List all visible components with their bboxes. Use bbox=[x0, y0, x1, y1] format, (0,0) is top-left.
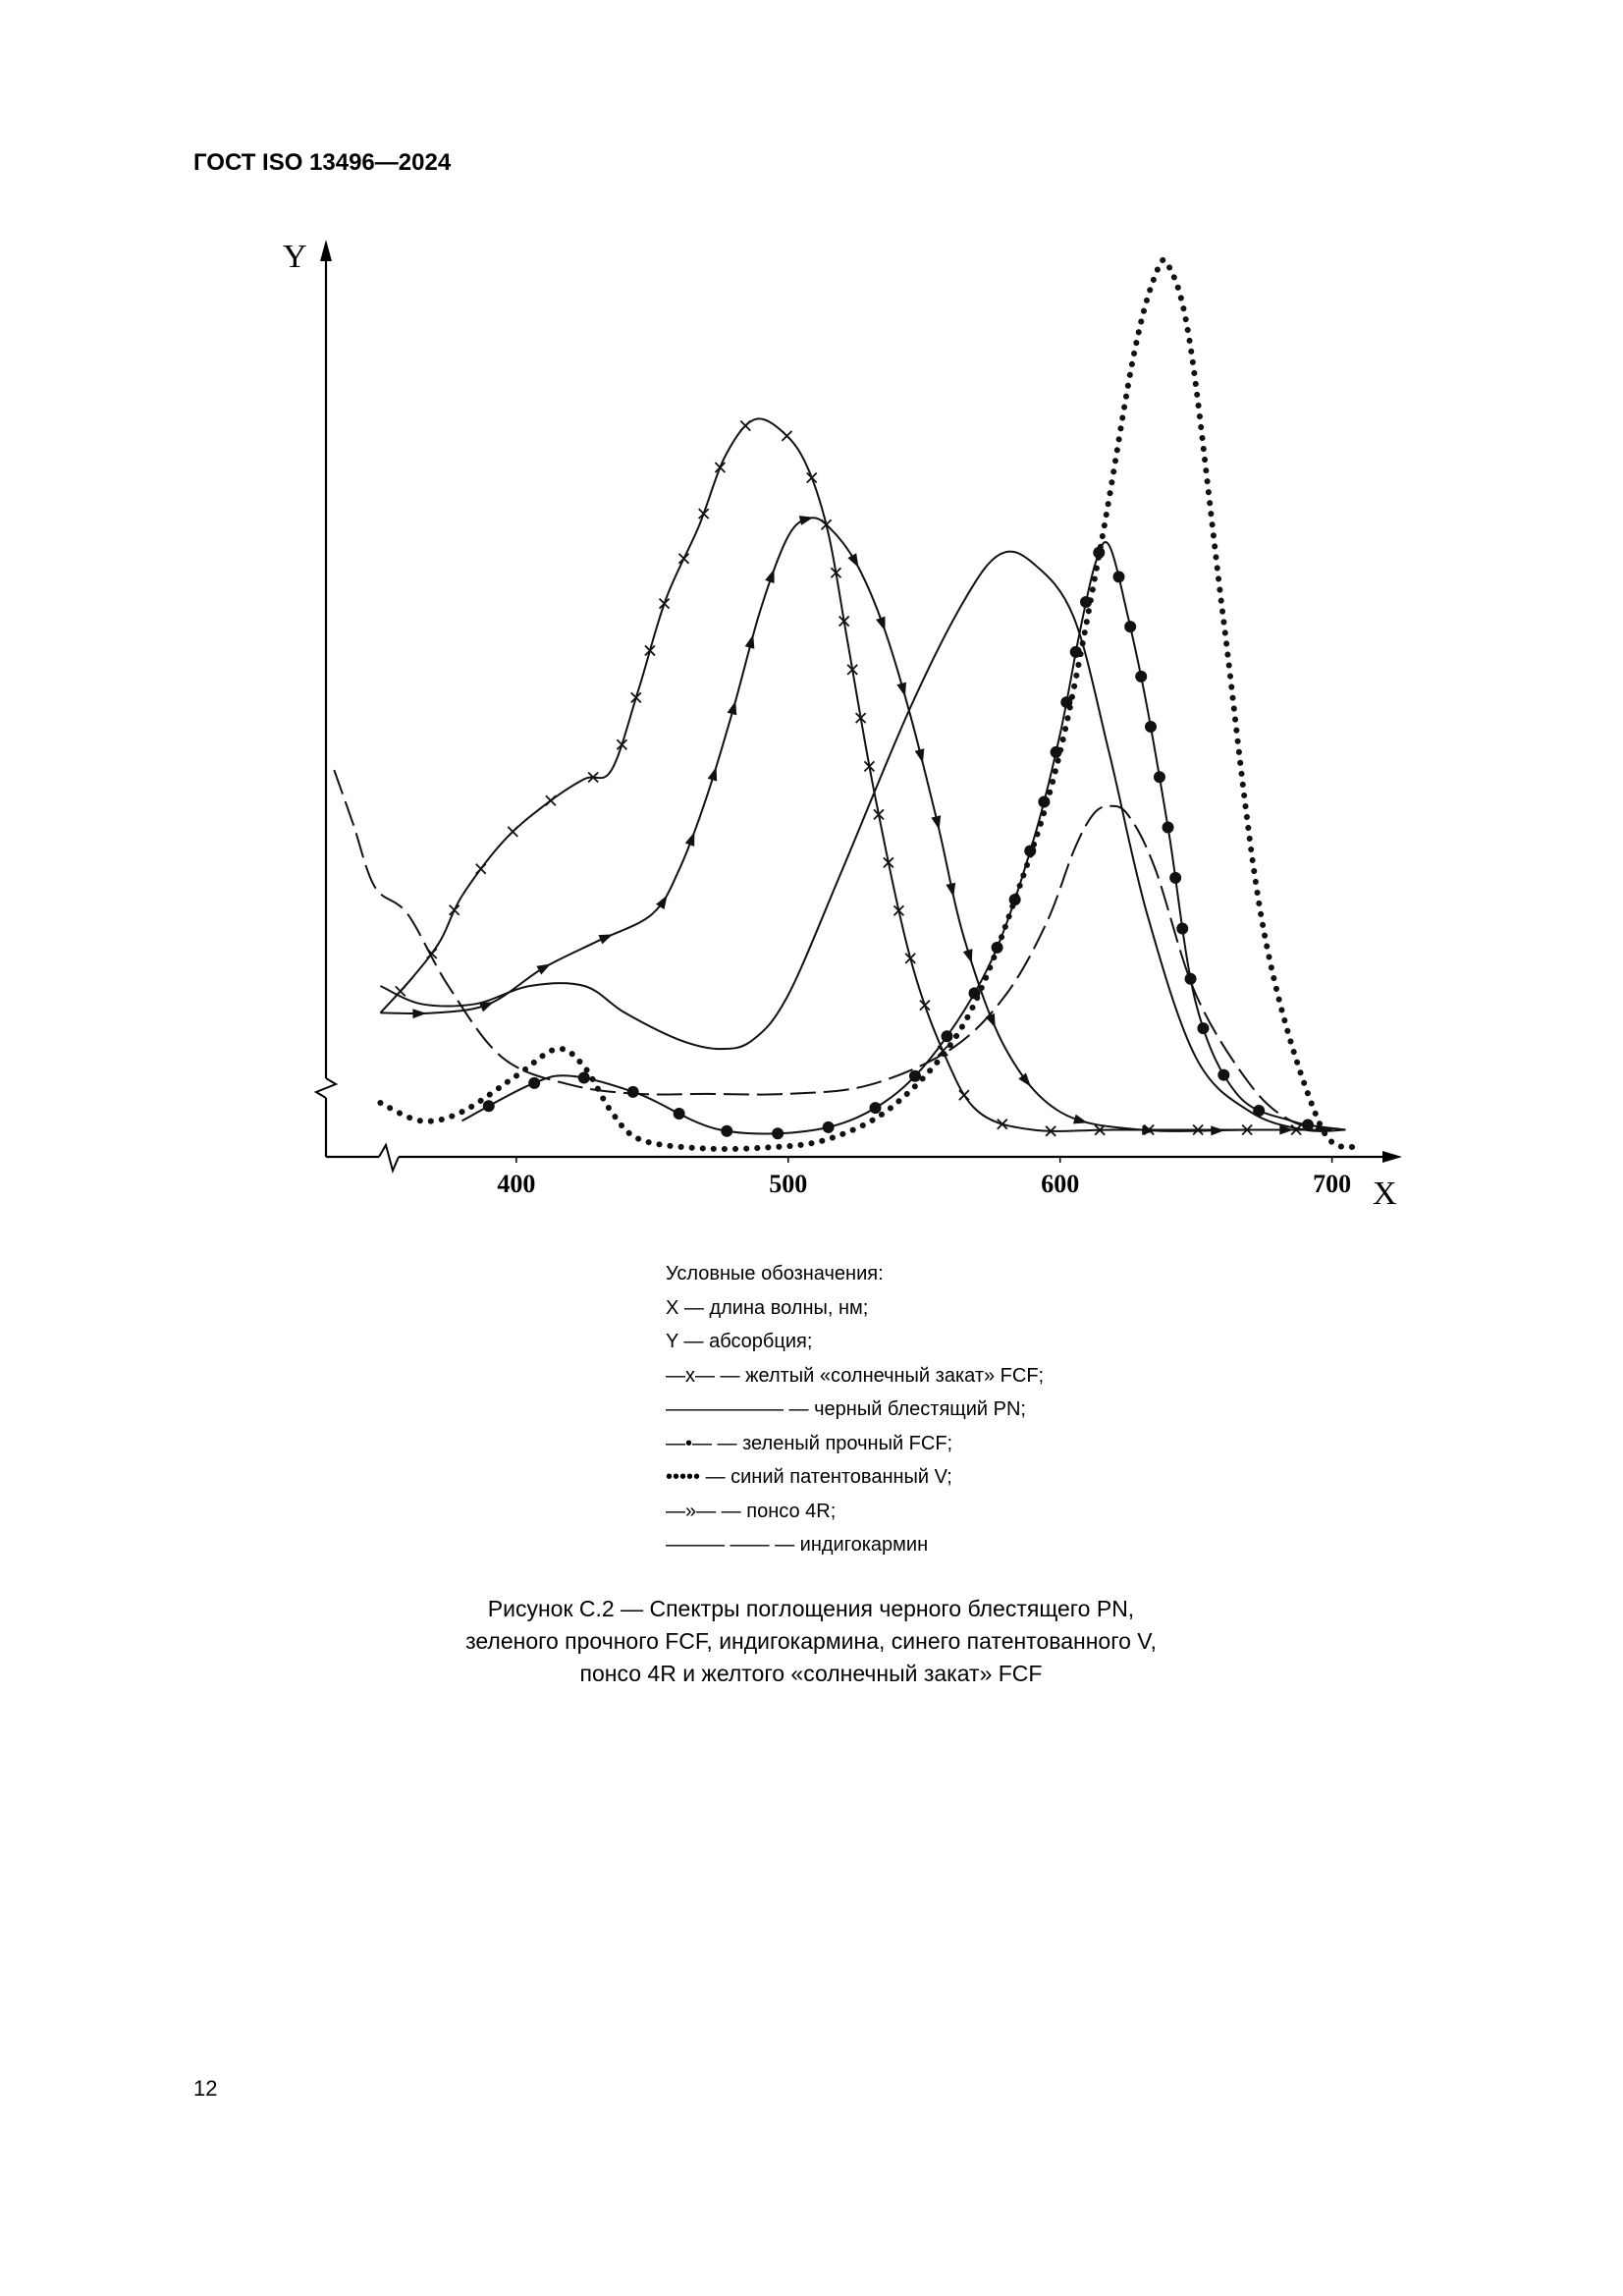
y-axis-arrow bbox=[320, 240, 332, 261]
series-marker-dot bbox=[627, 1086, 639, 1098]
series-marker-dot bbox=[909, 1070, 921, 1082]
legend-title: Условные обозначения: bbox=[666, 1263, 884, 1285]
legend-item: —•— — зеленый прочный FCF; bbox=[666, 1432, 953, 1454]
series-marker-arrow bbox=[1073, 1115, 1089, 1127]
legend-item: ••••• — синий патентованный V; bbox=[666, 1466, 952, 1488]
series-marker-dot bbox=[578, 1072, 590, 1084]
series-marker-arrow bbox=[847, 553, 862, 570]
y-axis-label: Y bbox=[283, 239, 307, 275]
caption-line: Рисунок С.2 — Спектры поглощения черного блестящего PN, bbox=[487, 1596, 1135, 1621]
series-marker-dot bbox=[1217, 1069, 1229, 1081]
series-line bbox=[462, 542, 1346, 1134]
series-marker-x bbox=[476, 864, 486, 874]
series-marker-dot bbox=[483, 1100, 495, 1112]
series-marker-x bbox=[959, 1090, 969, 1100]
series-marker-x bbox=[807, 473, 817, 483]
series-marker-arrow bbox=[915, 748, 928, 764]
series-marker-x bbox=[546, 795, 556, 805]
series-marker-arrow bbox=[685, 830, 699, 847]
series-marker-arrow bbox=[598, 930, 615, 945]
legend-item: —x— — желтый «солнечный закат» FCF; bbox=[666, 1364, 1045, 1387]
legend-item: ——— —— — индигокармин bbox=[666, 1534, 929, 1556]
series-marker-arrow bbox=[708, 765, 722, 781]
page-number: 12 bbox=[193, 2076, 218, 2101]
series-marker-x bbox=[678, 554, 688, 564]
x-tick-label: 700 bbox=[1313, 1170, 1352, 1198]
series-indigo-carmine bbox=[334, 770, 1331, 1129]
series-marker-dot bbox=[1163, 821, 1174, 833]
x-tick-label: 600 bbox=[1041, 1170, 1080, 1198]
series-marker-x bbox=[715, 463, 725, 472]
series-marker-arrow bbox=[1211, 1125, 1224, 1135]
legend-item: —————— — черный блестящий PN; bbox=[666, 1398, 1026, 1420]
x-tick-label: 400 bbox=[497, 1170, 536, 1198]
series-marker-arrow bbox=[799, 513, 815, 525]
legend-item: X — длина волны, нм; bbox=[666, 1296, 869, 1319]
series-marker-arrow bbox=[745, 633, 758, 649]
series-line bbox=[380, 418, 1331, 1130]
caption-line: зеленого прочного FCF, индигокармина, синего патентованного V, bbox=[465, 1628, 1157, 1654]
series-marker-dot bbox=[1154, 771, 1165, 783]
x-axis-break bbox=[379, 1145, 399, 1171]
series-marker-dot bbox=[1197, 1022, 1209, 1034]
series-marker-dot bbox=[1145, 721, 1157, 733]
series-marker-x bbox=[508, 827, 517, 837]
series-line bbox=[380, 260, 1353, 1149]
series-line bbox=[380, 552, 1345, 1131]
series-marker-dot bbox=[1135, 671, 1147, 683]
series-line bbox=[334, 770, 1331, 1129]
series-marker-dot bbox=[823, 1121, 835, 1133]
series-marker-arrow bbox=[946, 883, 958, 899]
series-marker-dot bbox=[772, 1127, 784, 1139]
series-marker-arrow bbox=[728, 699, 740, 715]
series-marker-dot bbox=[1124, 621, 1136, 632]
series-marker-dot bbox=[721, 1125, 732, 1137]
series-marker-x bbox=[782, 431, 791, 441]
series-sunset-yellow bbox=[380, 418, 1331, 1135]
x-axis-arrow bbox=[1382, 1151, 1402, 1163]
chart-axes bbox=[283, 239, 1402, 1212]
chart-legend bbox=[666, 1257, 1044, 1562]
series-marker-x bbox=[740, 420, 750, 430]
series-marker-x bbox=[920, 1001, 930, 1011]
series-marker-arrow bbox=[765, 568, 779, 584]
series-marker-dot bbox=[1176, 922, 1188, 934]
legend-item: —»— — понсо 4R; bbox=[666, 1500, 837, 1522]
document-header: ГОСТ ISO 13496—2024 bbox=[193, 149, 452, 176]
series-marker-arrow bbox=[963, 949, 977, 964]
series-marker-dot bbox=[674, 1108, 685, 1120]
x-tick-labels bbox=[497, 1157, 1351, 1198]
series-marker-arrow bbox=[412, 1009, 426, 1018]
series-marker-dot bbox=[1113, 571, 1125, 582]
caption-line: понсо 4R и желтого «солнечный закат» FCF bbox=[579, 1661, 1043, 1686]
series-patent-blue bbox=[380, 260, 1353, 1149]
series-marker-arrow bbox=[536, 959, 553, 975]
chart-series bbox=[334, 260, 1354, 1149]
series-marker-dot bbox=[1169, 872, 1181, 884]
y-axis-break bbox=[316, 1078, 336, 1098]
series-fast-green bbox=[462, 542, 1346, 1139]
series-line bbox=[380, 518, 1331, 1131]
figure-caption bbox=[320, 1593, 1302, 1690]
series-marker-dot bbox=[528, 1077, 540, 1089]
series-marker-arrow bbox=[931, 815, 944, 831]
series-marker-arrow bbox=[876, 617, 890, 633]
x-tick-label: 500 bbox=[769, 1170, 808, 1198]
series-marker-x bbox=[450, 905, 460, 915]
x-axis-label: X bbox=[1373, 1175, 1397, 1212]
series-marker-dot bbox=[870, 1102, 882, 1114]
series-marker-arrow bbox=[896, 683, 909, 698]
legend-item: Y — абсорбция; bbox=[666, 1331, 813, 1352]
series-marker-x bbox=[660, 599, 670, 609]
series-brilliant-black bbox=[380, 552, 1345, 1131]
series-marker-dot bbox=[1253, 1105, 1265, 1117]
series-marker-x bbox=[699, 509, 709, 519]
series-marker-x bbox=[631, 692, 641, 702]
series-marker-dot bbox=[941, 1030, 952, 1042]
